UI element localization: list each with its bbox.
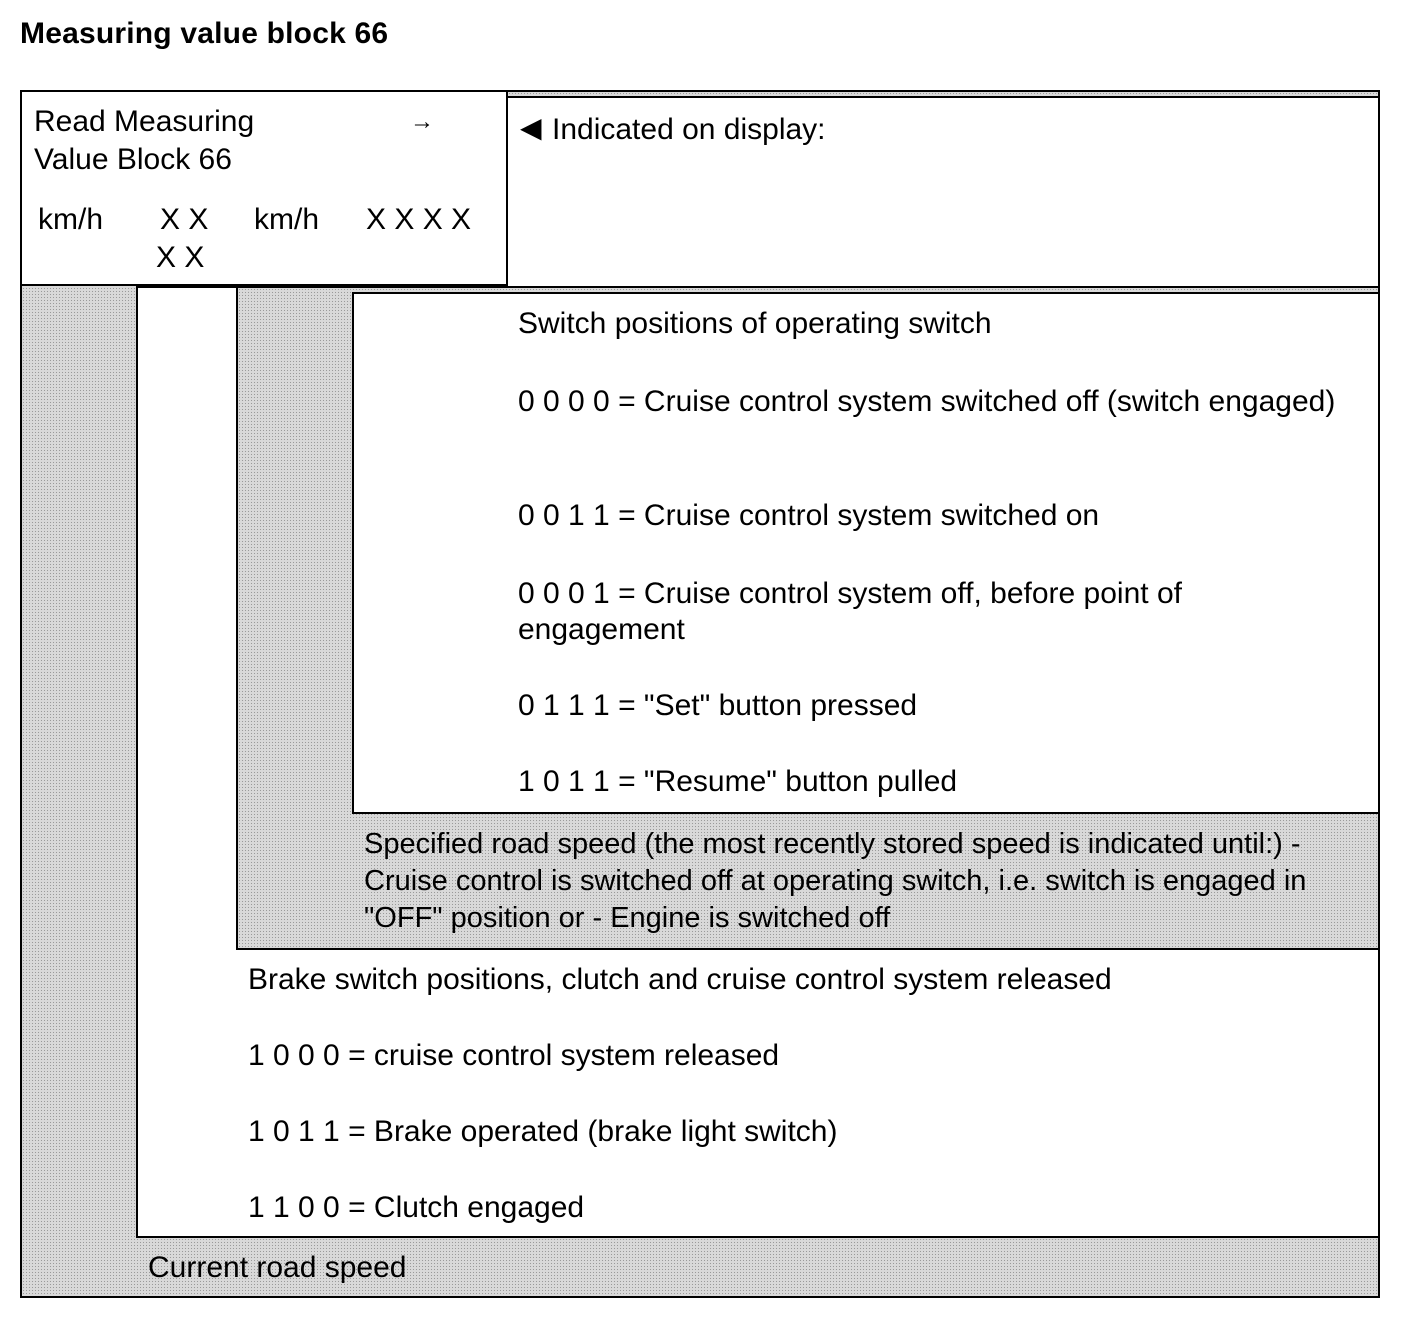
operating-switch-heading: Switch positions of operating switch [518, 307, 992, 340]
field-speed-unit-1: km/h [38, 203, 104, 236]
field-speed-unit-2: km/h [254, 203, 320, 236]
read-label-line2: Value Block 66 [34, 143, 232, 176]
display-label: Indicated on display: [552, 113, 826, 146]
brake-switch-item: 1 1 0 0 = Clutch engaged [248, 1191, 585, 1224]
brake-switch-item: 1 0 1 1 = Brake operated (brake light switch) [248, 1115, 838, 1148]
operating-switch-item: 1 0 1 1 = "Resume" button pulled [518, 765, 958, 798]
field-value-1: X X [160, 203, 209, 236]
operating-switch-item: 0 0 0 0 = Cruise control system switched off (switch engaged) [518, 385, 1336, 418]
read-label-line1: Read Measuring [34, 105, 255, 138]
arrow-right-icon: → [410, 108, 434, 135]
operating-switch-item: 0 1 1 1 = "Set" button pressed [518, 689, 918, 722]
brake-switch-heading: Brake switch positions, clutch and cruise control system released [248, 963, 1112, 996]
page-title: Measuring value block 66 [20, 17, 389, 50]
current-speed-text: Current road speed [148, 1251, 407, 1284]
specified-speed-text: Specified road speed (the most recently stored speed is indicated until:) - Cruise control is switched off at operating switch, i.e. switch is engaged in "OFF" position or - Engine is switched off [364, 828, 1307, 934]
operating-switch-item: 0 0 1 1 = Cruise control system switched on [518, 499, 1100, 532]
field-value-2: X X X X [366, 203, 472, 236]
operating-switch-item: 0 0 0 1 = Cruise control system off, before point of engagement [518, 577, 1182, 646]
display-arrow-icon: ◀ [520, 112, 542, 143]
operating-switch-box [352, 292, 1380, 814]
field-value-1-overflow: X X [156, 241, 205, 274]
brake-switch-item: 1 0 0 0 = cruise control system released [248, 1039, 780, 1072]
